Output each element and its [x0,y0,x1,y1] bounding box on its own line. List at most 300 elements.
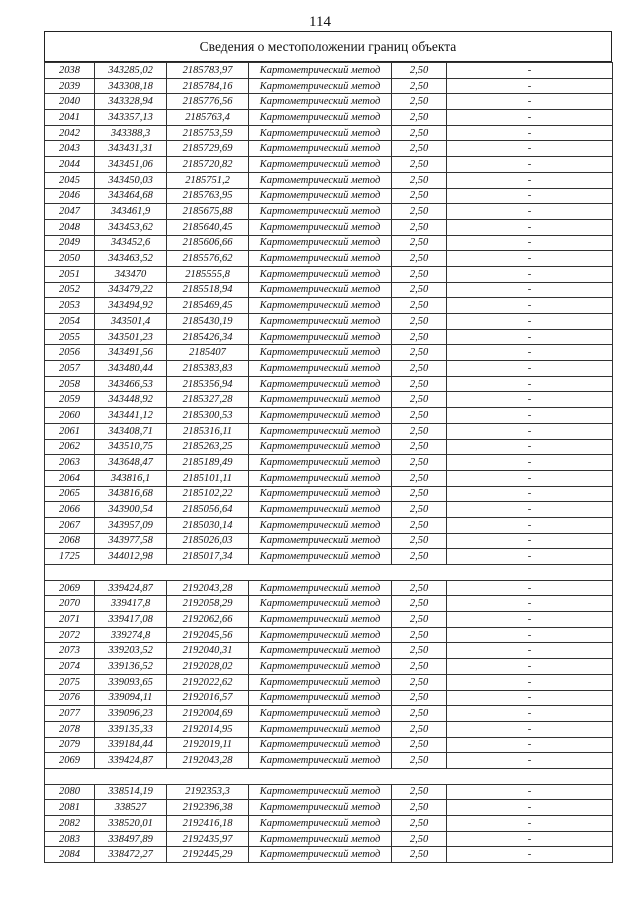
description-cell: - [447,659,613,675]
description-cell: - [447,63,613,79]
x-coordinate-cell: 343900,54 [95,502,167,518]
y-coordinate-cell: 2185430,19 [167,314,249,330]
method-cell: Картометрический метод [249,721,392,737]
description-cell: - [447,831,613,847]
description-cell: - [447,596,613,612]
description-cell: - [447,125,613,141]
y-coordinate-cell: 2192004,69 [167,706,249,722]
accuracy-cell: 2,50 [392,470,447,486]
accuracy-cell: 2,50 [392,517,447,533]
description-cell: - [447,533,613,549]
method-cell: Картометрический метод [249,63,392,79]
method-cell: Картометрический метод [249,549,392,565]
y-coordinate-cell: 2185426,34 [167,329,249,345]
accuracy-cell: 2,50 [392,706,447,722]
x-coordinate-cell: 343816,1 [95,470,167,486]
y-coordinate-cell: 2185518,94 [167,282,249,298]
accuracy-cell: 2,50 [392,737,447,753]
description-cell: - [447,282,613,298]
x-coordinate-cell: 343977,58 [95,533,167,549]
x-coordinate-cell: 343648,47 [95,455,167,471]
table-row [45,690,613,706]
x-coordinate-cell: 343451,06 [95,157,167,173]
method-cell: Картометрический метод [249,659,392,675]
table-row [45,314,613,330]
description-cell: - [447,329,613,345]
table-row [45,251,613,267]
description-cell: - [447,612,613,628]
description-cell: - [447,408,613,424]
point-number-cell: 2078 [45,721,95,737]
accuracy-cell: 2,50 [392,298,447,314]
x-coordinate-cell: 343448,92 [95,392,167,408]
y-coordinate-cell: 2185751,2 [167,172,249,188]
accuracy-cell: 2,50 [392,282,447,298]
accuracy-cell: 2,50 [392,533,447,549]
separator-cell [45,768,613,784]
description-cell: - [447,470,613,486]
point-number-cell: 2049 [45,235,95,251]
point-number-cell: 2055 [45,329,95,345]
x-coordinate-cell: 343328,94 [95,94,167,110]
table-row [45,141,613,157]
method-cell: Картометрический метод [249,753,392,769]
y-coordinate-cell: 2185729,69 [167,141,249,157]
point-number-cell: 2046 [45,188,95,204]
description-cell: - [447,392,613,408]
x-coordinate-cell: 343452,6 [95,235,167,251]
method-cell: Картометрический метод [249,408,392,424]
method-cell: Картометрический метод [249,517,392,533]
accuracy-cell: 2,50 [392,784,447,800]
point-number-cell: 2048 [45,219,95,235]
y-coordinate-cell: 2185383,83 [167,361,249,377]
x-coordinate-cell: 343453,62 [95,219,167,235]
x-coordinate-cell: 339203,52 [95,643,167,659]
accuracy-cell: 2,50 [392,486,447,502]
point-number-cell: 2040 [45,94,95,110]
y-coordinate-cell: 2185720,82 [167,157,249,173]
x-coordinate-cell: 343491,56 [95,345,167,361]
method-cell: Картометрический метод [249,172,392,188]
method-cell: Картометрический метод [249,423,392,439]
x-coordinate-cell: 343957,09 [95,517,167,533]
accuracy-cell: 2,50 [392,110,447,126]
accuracy-cell: 2,50 [392,63,447,79]
x-coordinate-cell: 338472,27 [95,847,167,863]
accuracy-cell: 2,50 [392,78,447,94]
table-row [45,706,613,722]
x-coordinate-cell: 339096,23 [95,706,167,722]
description-cell: - [447,643,613,659]
accuracy-cell: 2,50 [392,392,447,408]
description-cell: - [447,517,613,533]
accuracy-cell: 2,50 [392,800,447,816]
y-coordinate-cell: 2192396,38 [167,800,249,816]
accuracy-cell: 2,50 [392,643,447,659]
y-coordinate-cell: 2185407 [167,345,249,361]
method-cell: Картометрический метод [249,345,392,361]
x-coordinate-cell: 339094,11 [95,690,167,706]
y-coordinate-cell: 2185469,45 [167,298,249,314]
table-row [45,627,613,643]
y-coordinate-cell: 2185675,88 [167,204,249,220]
table-row [45,94,613,110]
table-row [45,612,613,628]
point-number-cell: 2065 [45,486,95,502]
method-cell: Картометрический метод [249,816,392,832]
y-coordinate-cell: 2185640,45 [167,219,249,235]
accuracy-cell: 2,50 [392,580,447,596]
x-coordinate-cell: 343470 [95,266,167,282]
method-cell: Картометрический метод [249,376,392,392]
accuracy-cell: 2,50 [392,721,447,737]
accuracy-cell: 2,50 [392,596,447,612]
description-cell: - [447,721,613,737]
table-row [45,282,613,298]
description-cell: - [447,753,613,769]
group-separator-row [45,768,613,784]
method-cell: Картометрический метод [249,643,392,659]
description-cell: - [447,376,613,392]
table-row [45,266,613,282]
table-row [45,784,613,800]
x-coordinate-cell: 343450,03 [95,172,167,188]
accuracy-cell: 2,50 [392,141,447,157]
table-row [45,110,613,126]
table-row [45,816,613,832]
point-number-cell: 2077 [45,706,95,722]
accuracy-cell: 2,50 [392,612,447,628]
point-number-cell: 2038 [45,63,95,79]
accuracy-cell: 2,50 [392,266,447,282]
y-coordinate-cell: 2185606,66 [167,235,249,251]
method-cell: Картометрический метод [249,188,392,204]
y-coordinate-cell: 2192022,62 [167,674,249,690]
method-cell: Картометрический метод [249,690,392,706]
table-row [45,408,613,424]
x-coordinate-cell: 343480,44 [95,361,167,377]
page-number: 114 [309,14,331,30]
accuracy-cell: 2,50 [392,831,447,847]
point-number-cell: 2059 [45,392,95,408]
table-row [45,235,613,251]
y-coordinate-cell: 2192043,28 [167,580,249,596]
table-row [45,392,613,408]
description-cell: - [447,580,613,596]
method-cell: Картометрический метод [249,94,392,110]
x-coordinate-cell: 339417,8 [95,596,167,612]
y-coordinate-cell: 2185056,64 [167,502,249,518]
method-cell: Картометрический метод [249,580,392,596]
method-cell: Картометрический метод [249,486,392,502]
description-cell: - [447,486,613,502]
method-cell: Картометрический метод [249,157,392,173]
point-number-cell: 1725 [45,549,95,565]
y-coordinate-cell: 2192045,56 [167,627,249,643]
table-row [45,800,613,816]
table-title: Сведения о местоположении границ объекта [44,31,612,62]
description-cell: - [447,251,613,267]
method-cell: Картометрический метод [249,282,392,298]
method-cell: Картометрический метод [249,674,392,690]
accuracy-cell: 2,50 [392,329,447,345]
point-number-cell: 2062 [45,439,95,455]
x-coordinate-cell: 343388,3 [95,125,167,141]
description-cell: - [447,423,613,439]
x-coordinate-cell: 339424,87 [95,580,167,596]
description-cell: - [447,627,613,643]
point-number-cell: 2057 [45,361,95,377]
description-cell: - [447,800,613,816]
table-row [45,674,613,690]
table-row [45,63,613,79]
y-coordinate-cell: 2185017,34 [167,549,249,565]
method-cell: Картометрический метод [249,596,392,612]
table-row [45,847,613,863]
point-number-cell: 2047 [45,204,95,220]
table-row [45,721,613,737]
method-cell: Картометрический метод [249,125,392,141]
x-coordinate-cell: 343308,18 [95,78,167,94]
separator-cell [45,565,613,581]
point-number-cell: 2043 [45,141,95,157]
y-coordinate-cell: 2185263,25 [167,439,249,455]
y-coordinate-cell: 2192062,66 [167,612,249,628]
method-cell: Картометрический метод [249,219,392,235]
point-number-cell: 2069 [45,580,95,596]
point-number-cell: 2071 [45,612,95,628]
method-cell: Картометрический метод [249,737,392,753]
description-cell: - [447,188,613,204]
point-number-cell: 2081 [45,800,95,816]
table-row [45,486,613,502]
y-coordinate-cell: 2185753,59 [167,125,249,141]
accuracy-cell: 2,50 [392,345,447,361]
accuracy-cell: 2,50 [392,627,447,643]
description-cell: - [447,219,613,235]
method-cell: Картометрический метод [249,251,392,267]
y-coordinate-cell: 2185030,14 [167,517,249,533]
description-cell: - [447,141,613,157]
method-cell: Картометрический метод [249,847,392,863]
accuracy-cell: 2,50 [392,455,447,471]
table-row [45,157,613,173]
group-separator-row [45,565,613,581]
point-number-cell: 2076 [45,690,95,706]
point-number-cell: 2056 [45,345,95,361]
method-cell: Картометрический метод [249,470,392,486]
accuracy-cell: 2,50 [392,251,447,267]
description-cell: - [447,204,613,220]
table-row [45,329,613,345]
table-row [45,502,613,518]
point-number-cell: 2063 [45,455,95,471]
y-coordinate-cell: 2192435,97 [167,831,249,847]
accuracy-cell: 2,50 [392,314,447,330]
point-number-cell: 2069 [45,753,95,769]
method-cell: Картометрический метод [249,361,392,377]
x-coordinate-cell: 339136,52 [95,659,167,675]
method-cell: Картометрический метод [249,204,392,220]
accuracy-cell: 2,50 [392,816,447,832]
x-coordinate-cell: 339135,33 [95,721,167,737]
x-coordinate-cell: 339093,65 [95,674,167,690]
y-coordinate-cell: 2185026,03 [167,533,249,549]
table-row [45,470,613,486]
y-coordinate-cell: 2185356,94 [167,376,249,392]
point-number-cell: 2073 [45,643,95,659]
accuracy-cell: 2,50 [392,172,447,188]
table-row [45,345,613,361]
method-cell: Картометрический метод [249,110,392,126]
accuracy-cell: 2,50 [392,188,447,204]
y-coordinate-cell: 2192353,3 [167,784,249,800]
description-cell: - [447,235,613,251]
description-cell: - [447,345,613,361]
method-cell: Картометрический метод [249,800,392,816]
description-cell: - [447,847,613,863]
method-cell: Картометрический метод [249,784,392,800]
accuracy-cell: 2,50 [392,125,447,141]
description-cell: - [447,674,613,690]
table-row [45,659,613,675]
description-cell: - [447,361,613,377]
method-cell: Картометрический метод [249,502,392,518]
y-coordinate-cell: 2185101,11 [167,470,249,486]
accuracy-cell: 2,50 [392,204,447,220]
method-cell: Картометрический метод [249,266,392,282]
y-coordinate-cell: 2185576,62 [167,251,249,267]
point-number-cell: 2070 [45,596,95,612]
accuracy-cell: 2,50 [392,376,447,392]
accuracy-cell: 2,50 [392,549,447,565]
x-coordinate-cell: 343816,68 [95,486,167,502]
method-cell: Картометрический метод [249,627,392,643]
y-coordinate-cell: 2185763,4 [167,110,249,126]
point-number-cell: 2064 [45,470,95,486]
point-number-cell: 2041 [45,110,95,126]
x-coordinate-cell: 338527 [95,800,167,816]
x-coordinate-cell: 343408,71 [95,423,167,439]
table-row [45,533,613,549]
table-row [45,455,613,471]
table-row [45,737,613,753]
description-cell: - [447,298,613,314]
accuracy-cell: 2,50 [392,157,447,173]
method-cell: Картометрический метод [249,392,392,408]
method-cell: Картометрический метод [249,298,392,314]
description-cell: - [447,78,613,94]
y-coordinate-cell: 2192040,31 [167,643,249,659]
point-number-cell: 2053 [45,298,95,314]
point-number-cell: 2080 [45,784,95,800]
point-number-cell: 2067 [45,517,95,533]
x-coordinate-cell: 343501,4 [95,314,167,330]
y-coordinate-cell: 2185327,28 [167,392,249,408]
description-cell: - [447,172,613,188]
method-cell: Картометрический метод [249,706,392,722]
description-cell: - [447,706,613,722]
point-number-cell: 2051 [45,266,95,282]
point-number-cell: 2082 [45,816,95,832]
point-number-cell: 2052 [45,282,95,298]
accuracy-cell: 2,50 [392,753,447,769]
method-cell: Картометрический метод [249,235,392,251]
y-coordinate-cell: 2185102,22 [167,486,249,502]
table-row [45,517,613,533]
y-coordinate-cell: 2192058,29 [167,596,249,612]
method-cell: Картометрический метод [249,141,392,157]
table-row [45,596,613,612]
y-coordinate-cell: 2192016,57 [167,690,249,706]
description-cell: - [447,94,613,110]
table-row [45,78,613,94]
table-row [45,376,613,392]
table-row [45,439,613,455]
y-coordinate-cell: 2185763,95 [167,188,249,204]
point-number-cell: 2066 [45,502,95,518]
method-cell: Картометрический метод [249,533,392,549]
x-coordinate-cell: 339274,8 [95,627,167,643]
table-row [45,219,613,235]
y-coordinate-cell: 2185300,53 [167,408,249,424]
table-row [45,172,613,188]
point-number-cell: 2072 [45,627,95,643]
method-cell: Картометрический метод [249,612,392,628]
y-coordinate-cell: 2185783,97 [167,63,249,79]
x-coordinate-cell: 343463,52 [95,251,167,267]
point-number-cell: 2075 [45,674,95,690]
table-row [45,831,613,847]
table-row [45,204,613,220]
x-coordinate-cell: 344012,98 [95,549,167,565]
x-coordinate-cell: 339184,44 [95,737,167,753]
x-coordinate-cell: 343466,53 [95,376,167,392]
x-coordinate-cell: 343464,68 [95,188,167,204]
description-cell: - [447,784,613,800]
method-cell: Картометрический метод [249,314,392,330]
point-number-cell: 2083 [45,831,95,847]
table-row [45,423,613,439]
x-coordinate-cell: 343501,23 [95,329,167,345]
x-coordinate-cell: 343494,92 [95,298,167,314]
x-coordinate-cell: 343461,9 [95,204,167,220]
x-coordinate-cell: 339424,87 [95,753,167,769]
point-number-cell: 2039 [45,78,95,94]
accuracy-cell: 2,50 [392,423,447,439]
table-row [45,580,613,596]
x-coordinate-cell: 339417,08 [95,612,167,628]
x-coordinate-cell: 338520,01 [95,816,167,832]
method-cell: Картометрический метод [249,78,392,94]
x-coordinate-cell: 338497,89 [95,831,167,847]
accuracy-cell: 2,50 [392,219,447,235]
description-cell: - [447,549,613,565]
coordinates-table [44,62,613,863]
point-number-cell: 2061 [45,423,95,439]
description-cell: - [447,439,613,455]
method-cell: Картометрический метод [249,329,392,345]
accuracy-cell: 2,50 [392,235,447,251]
x-coordinate-cell: 343441,12 [95,408,167,424]
point-number-cell: 2045 [45,172,95,188]
description-cell: - [447,110,613,126]
y-coordinate-cell: 2192014,95 [167,721,249,737]
y-coordinate-cell: 2185316,11 [167,423,249,439]
accuracy-cell: 2,50 [392,439,447,455]
point-number-cell: 2068 [45,533,95,549]
